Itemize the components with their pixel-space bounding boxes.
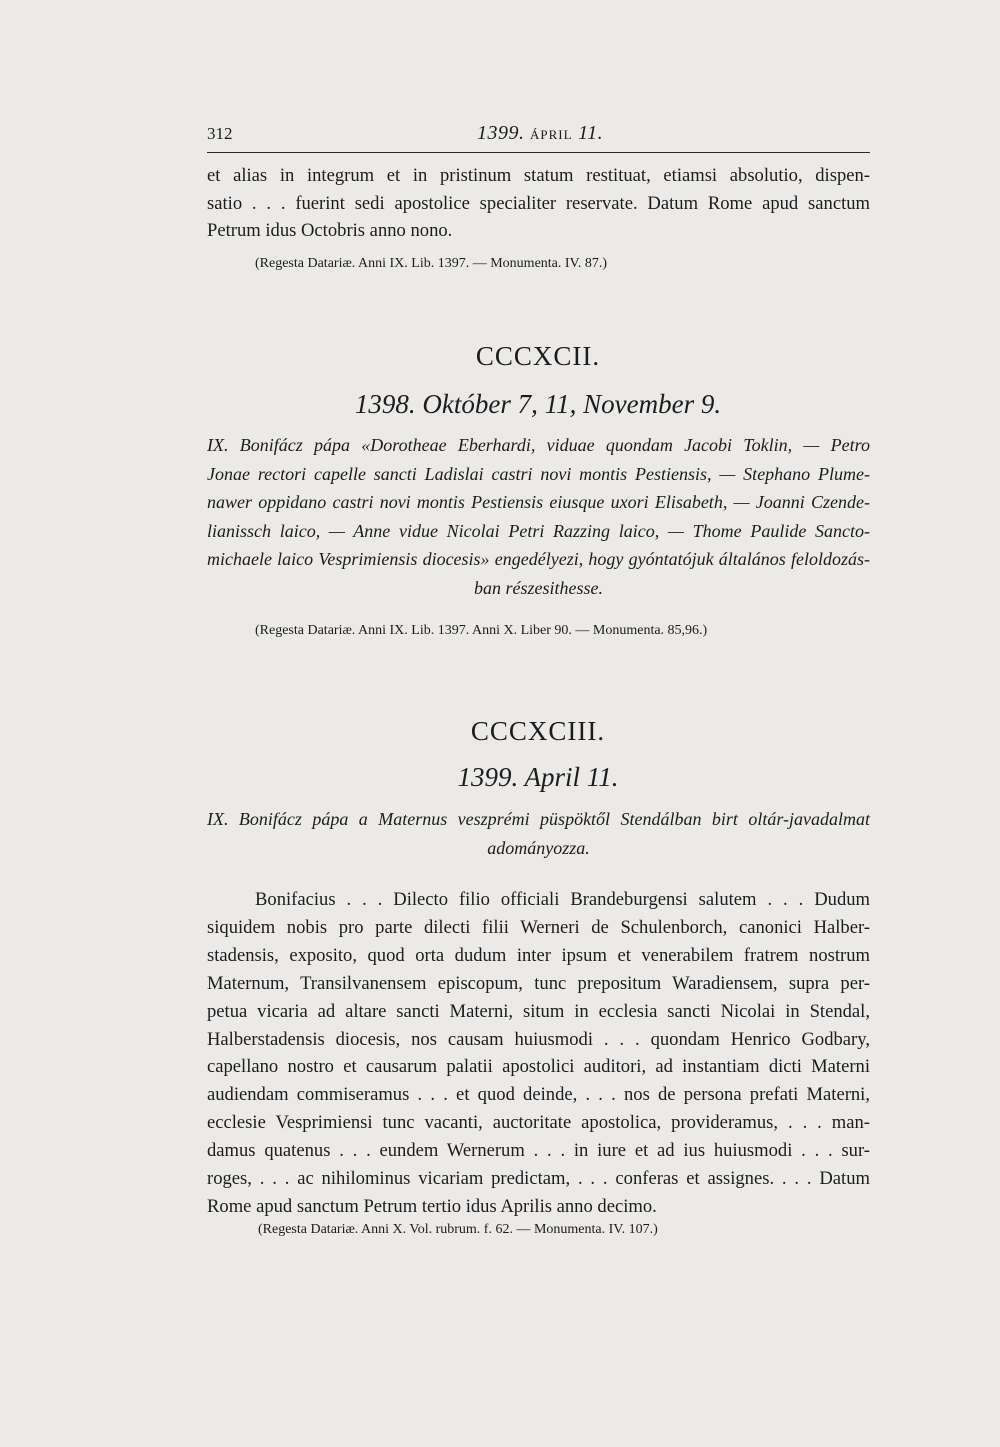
running-head-year: 1399.	[477, 122, 525, 144]
running-head	[477, 122, 603, 145]
summary-line: IX. Bonifácz pápa a Maternus veszprémi püspöktől Stendálban birt oltár-javadalmat	[207, 809, 870, 829]
document-number-text: CCCXCII.	[475, 341, 601, 371]
body-line: Maternum, Transilvanensem episcopum, tunc prepositum Waradiensem, supra per-	[207, 972, 870, 994]
running-head-day: 11.	[578, 122, 604, 144]
body-line: roges, . . . ac nihilominus vicariam predictam, . . . conferas et assignes. . . . Datum	[207, 1168, 870, 1190]
page-header	[207, 124, 870, 153]
summary-line: Jonae rectori capelle sancti Ladislai castri novi montis Pestiensis, — Stephano Plume-	[207, 463, 870, 484]
document-date	[0, 389, 1000, 420]
body-line: ecclesie Vesprimiensi tunc vacanti, auctoritate apostolica, provideramus, . . . man-	[207, 1112, 870, 1134]
body-line: Rome apud sanctum Petrum tertio idus Aprilis anno decimo.	[207, 1195, 657, 1217]
body-line: Halberstadensis diocesis, nos causam huiusmodi . . . quondam Henrico Godbary,	[207, 1028, 870, 1050]
summary-line: nawer oppidano castri novi montis Pestiensis eiusque uxori Elisabeth, — Joanni Czende-	[207, 492, 870, 512]
source-reference: (Regesta Datariæ. Anni X. Vol. rubrum. f. 62. — Monumenta. IV. 107.)	[258, 1222, 658, 1237]
document-date-text: 1398. Október 7, 11, November 9.	[354, 389, 722, 419]
document-summary	[207, 431, 870, 602]
running-head-month: ÁPRIL	[530, 127, 573, 142]
document-summary	[207, 805, 870, 862]
document-number-text: CCCXCIII.	[470, 716, 606, 746]
body-line: audiendam commiseramus . . . et quod deinde, . . . nos de persona prefati Materni,	[207, 1084, 870, 1106]
summary-line: adományozza.	[487, 837, 590, 858]
document-date	[0, 762, 1000, 793]
body-line: Bonifacius . . . Dilecto filio officiali Brandeburgensi salutem . . . Dudum	[255, 889, 870, 910]
summary-line: michaele laico Vesprimiensis diocesis» engedélyezi, hogy gyóntatójuk általános feloldozás-	[207, 549, 870, 569]
document-number	[0, 341, 1000, 372]
body-line: siquidem nobis pro parte dilecti filii Werneri de Schulenborch, canonici Halber-	[207, 916, 870, 938]
text-line: Petrum idus Octobris anno nono.	[207, 220, 453, 241]
page-number: 312	[207, 124, 233, 143]
document-body	[207, 886, 870, 1221]
summary-line: ban részesithesse.	[474, 577, 603, 598]
source-reference: (Regesta Datariæ. Anni IX. Lib. 1397. Anni X. Liber 90. — Monumenta. 85,96.)	[255, 623, 708, 638]
summary-line: IX. Bonifácz pápa «Dorotheae Eberhardi, viduae quondam Jacobi Toklin, — Petro	[207, 435, 870, 455]
document-number	[0, 716, 1000, 747]
document-date-text: 1399. April 11.	[457, 762, 619, 792]
summary-line: lianissch laico, — Anne vidue Nicolai Petri Razzing laico, — Thome Paulide Sancto-	[207, 520, 870, 541]
body-line: stadensis, exposito, quod orta dudum inter ipsum et venerabilem fratrem nostrum	[207, 944, 870, 966]
body-line: damus quatenus . . . eundem Wernerum . . . in iure et ad ius huiusmodi . . . sur-	[207, 1140, 870, 1162]
body-line: capellano nostro et causarum palatii apostolici auditori, ad instantiam dicti Materni	[207, 1056, 870, 1078]
text-line: satio . . . fuerint sedi apostolice specialiter reservate. Datum Rome apud sanctum	[207, 192, 870, 214]
continuation-text	[207, 162, 870, 245]
text-line: et alias in integrum et in pristinum statum restituat, etiamsi absolutio, dispen-	[207, 165, 870, 186]
source-reference: (Regesta Datariæ. Anni IX. Lib. 1397. — Monumenta. IV. 87.)	[255, 256, 608, 271]
body-line: petua vicaria ad altare sancti Materni, situm in ecclesia sancti Nicolai in Stendal,	[207, 1000, 870, 1022]
